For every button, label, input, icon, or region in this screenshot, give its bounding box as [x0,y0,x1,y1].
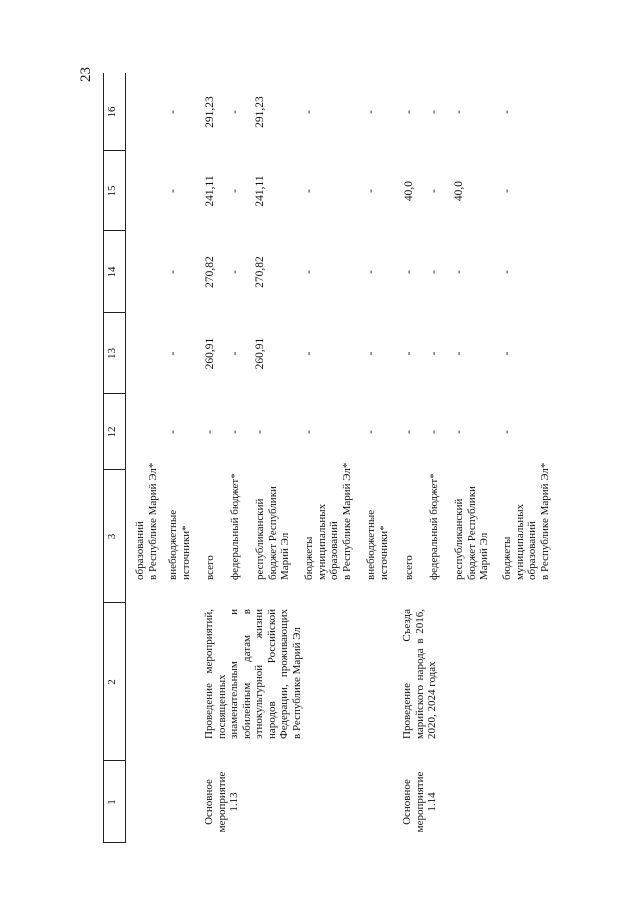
value-cell: - [303,189,315,193]
value-cell: - [365,189,377,193]
value-cell: - [428,430,440,434]
value-cell: 40,0 [403,180,415,202]
value-cell: - [365,430,377,434]
value-cell: - [428,110,440,114]
value-cell: - [428,189,440,193]
source-label: республиканский бюджет Республики Марий Эл [254,486,291,580]
value-cell: - [229,351,241,356]
value-cell: - [167,430,179,434]
value-cell: - [403,270,415,274]
value-cell: 291,23 [204,96,216,128]
value-cell: - [167,270,179,274]
value-cell: - [501,110,513,114]
source-label: федеральный бюджет* [229,473,241,580]
value-cell: - [229,430,241,434]
value-cell: - [365,270,377,274]
value-cell: 270,82 [254,256,266,288]
value-cell: 270,82 [204,256,216,288]
activity-1-13-label: Основное мероприятие 1.13 [203,771,240,833]
source-label: республиканский бюджет Республики Марий Эл [453,486,490,580]
source-label: бюджеты муниципальных образований в Республике Марий Эл* [501,462,551,580]
table-header-border [125,73,126,843]
column-header-1: 1 [106,799,118,805]
value-cell: - [229,110,241,114]
value-cell: - [403,430,415,434]
value-cell: - [403,351,415,356]
column-header-13: 13 [106,348,118,359]
value-cell: - [303,430,315,434]
column-header-2: 2 [106,679,118,685]
table-top-border [103,73,104,843]
value-cell: - [303,270,315,274]
budget-table [103,73,551,843]
value-cell: - [501,430,513,434]
value-cell: - [403,110,415,114]
value-cell: - [229,189,241,193]
source-label: всего [204,555,216,580]
source-label: федеральный бюджет* [428,473,440,580]
value-cell: - [453,351,465,356]
value-cell: 40,0 [453,180,465,202]
value-cell: 260,91 [204,337,216,370]
value-cell: - [229,270,241,274]
value-cell: - [453,110,465,114]
page-number: 23 [78,67,94,82]
source-label: бюджеты муниципальных образований в Республике Марий Эл* [303,462,353,580]
value-cell: 241,11 [254,175,266,207]
value-cell: 260,91 [254,337,266,370]
value-cell: - [167,110,179,114]
value-cell: - [167,351,179,356]
value-cell: - [365,110,377,114]
column-header-12: 12 [106,426,118,438]
value-cell: 241,11 [204,175,216,207]
value-cell: - [501,270,513,274]
value-cell: - [204,430,216,434]
column-header-3: 3 [106,533,118,540]
value-cell: - [254,430,266,434]
value-cell: - [303,351,315,356]
value-cell: - [428,270,440,274]
activity-1-14-description: Проведение Съезда марийского народа в 2016, 2020, 2024 годах [401,609,438,739]
column-header-15: 15 [106,185,118,197]
value-cell: - [428,351,440,356]
value-cell: - [501,351,513,356]
source-label: внебюджетные источники* [167,509,192,580]
source-label: внебюджетные источники* [365,509,390,580]
value-cell: - [303,110,315,114]
column-header-14: 14 [106,266,118,278]
source-label: образований в Республике Марий Эл* [134,462,159,580]
value-cell: - [453,430,465,434]
activity-1-13-description: Проведение мероприятий, посвященных знаменательным и юбилейным датам в этнокультурной жизни народов Российской Федерации, проживающих в Республике Марий Эл [203,609,303,739]
value-cell: - [167,189,179,193]
value-cell: - [501,189,513,193]
value-cell: 291,23 [254,96,266,128]
value-cell: - [453,270,465,274]
activity-1-14-label: Основное мероприятие 1.14 [401,771,438,833]
column-header-16: 16 [106,106,118,118]
value-cell: - [365,351,377,356]
source-label: всего [403,555,415,580]
